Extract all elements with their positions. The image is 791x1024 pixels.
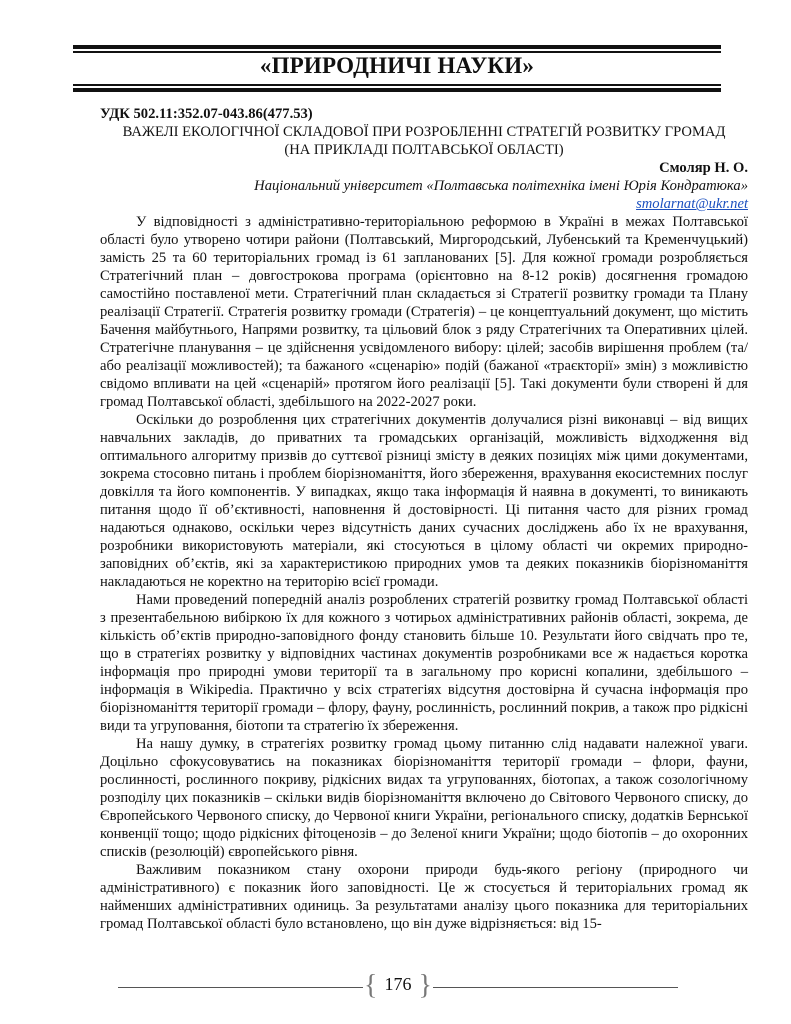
left-brace-icon: { [364,970,378,1001]
footer-rule-left [118,987,363,988]
right-brace-icon: } [418,970,432,1001]
section-title: «ПРИРОДНИЧІ НАУКИ» [259,53,535,78]
author-email-link[interactable]: smolarnat@ukr.net [636,196,748,212]
page-footer [118,972,678,1002]
paragraph: Нами проведений попередній аналіз розроблених стратегій розвитку громад Полтавської області з презентабельною вибіркою їх для кожного з чотирьох адміністративних районів області, зокрема, де кількість об’єктів природно-заповідного фонду становить більше 10. Результати його свідчать про те, що в стратегіях розвитку у відповідних частинах документів розробниками все ж надається коротка інформація про природні умови території та в загальному про корисні копалини, здебільшого – інформація в Wikipedia. Практично у всіх стратегіях відсутня достовірна й сучасна інформація про біорізноманіття території громади – флору, фауну, рослинність, рослинний покрив, а також про рідкісні види та угруповання, біотопи та стратегію їх збереження. [100,592,748,734]
paragraph: На нашу думку, в стратегіях розвитку громад цьому питанню слід надавати належної уваги. Доцільно сфокусовуватись на показниках біорізноманіття території громади – флори, фауни, рослинності, рослинного покриву, рідкісних видах та угрупованнях, біотопах, а також созологічному розподілу цих показників – скільки видів біорізноманіття включено до Світового Червоного списку, до Європейського Червоного списку, до Червоної книги України, регіонального списку, додатків Бернської конвенції тощо; щодо рідкісних фітоценозів – до Зеленої книги України; щодо біотопів – до охоронних списків (резолюцій) європейського рівня. [100,736,748,860]
article-body [100,105,748,933]
header-rule-bottom [73,84,721,92]
paragraph: Важливим показником стану охорони природи будь-якого регіону (природного чи адміністративного) є показник його заповідності. Це ж стосується й територіальних громад як найменших адміністративних одиниць. За результатами аналізу цього показника для територіальних громад Полтавської області було встановлено, що він дуже відрізняється: від 15- [100,862,748,932]
footer-rule-right [433,987,678,988]
paragraph: Оскільки до розроблення цих стратегічних документів долучалися різні виконавці – від вищих навчальних закладів, до приватних та громадських організацій, можливість відходження від оптимального алгоритму призвів до суттєвої різниці змісту в деяких позиціях між цими документами, зокрема стосовно питань і проблем біорізноманіття, його збереження, врахування екосистемних послуг довкілля та його компонентів. У випадках, якщо така інформація й наявна в документі, то виникають питання щодо її об’єктивності, наповнення й достовірності. Ці питання часто для різних громад надаються однаково, оскільки через відсутність даних сучасних досліджень або їх не врахування, розробники використовують матеріали, які стосуються в цілому області чи окремих природно-заповідних об’єктів, які за характеристикою природних умов та деяких показників біорізноманіття накладаються не коректно на територію всієї громади. [100,412,748,590]
author-affiliation: Національний університет «Полтавська політехніка імені Юрія Кондратюка» [254,178,748,194]
author-name: Смоляр Н. О. [659,160,748,176]
udk-code: УДК 502.11:352.07-043.86(477.53) [100,106,313,122]
paragraph: У відповідності з адміністративно-територіальною реформою в Україні в межах Полтавської області було утворено чотири райони (Полтавський, Миргородський, Лубенський та Кременчуцький) замість 25 та 60 територіальних громад із 61 запланованих [5]. Для кожної громади розробляється Стратегічний план – довгострокова програма (орієнтовно на 8-12 років) досягнення громадою самостійно поставленої мети. Стратегічний план складається зі Стратегії розвитку громади та Плану реалізації Стратегії. Стратегія розвитку громади (Стратегія) – це концептуальний документ, що містить Бачення майбутнього, Напрями розвитку, та цільовий блок з ряду Стратегічних та Оперативних цілей. Стратегічне планування – це здійснення усвідомленого вибору: цілей; засобів вирішення проблем (та/або реалізації можливостей); та бажаного «сценарію» подій (бажаної «траєкторії» змін) з можливістю свідомо впливати на цей «сценарій» протягом його реалізації [5]. Такі документи були створені й для громад Полтавської області, здебільшого на 2022-2027 роки. [100,214,748,410]
article-title: ВАЖЕЛІ ЕКОЛОГІЧНОЇ СКЛАДОВОЇ ПРИ РОЗРОБЛЕННІ СТРАТЕГІЙ РОЗВИТКУ ГРОМАД (НА ПРИКЛАДІ ПОЛТАВСЬКОЇ ОБЛАСТІ) [122,124,726,158]
page-number: 176 [384,974,412,994]
header-rule-top [73,45,721,53]
